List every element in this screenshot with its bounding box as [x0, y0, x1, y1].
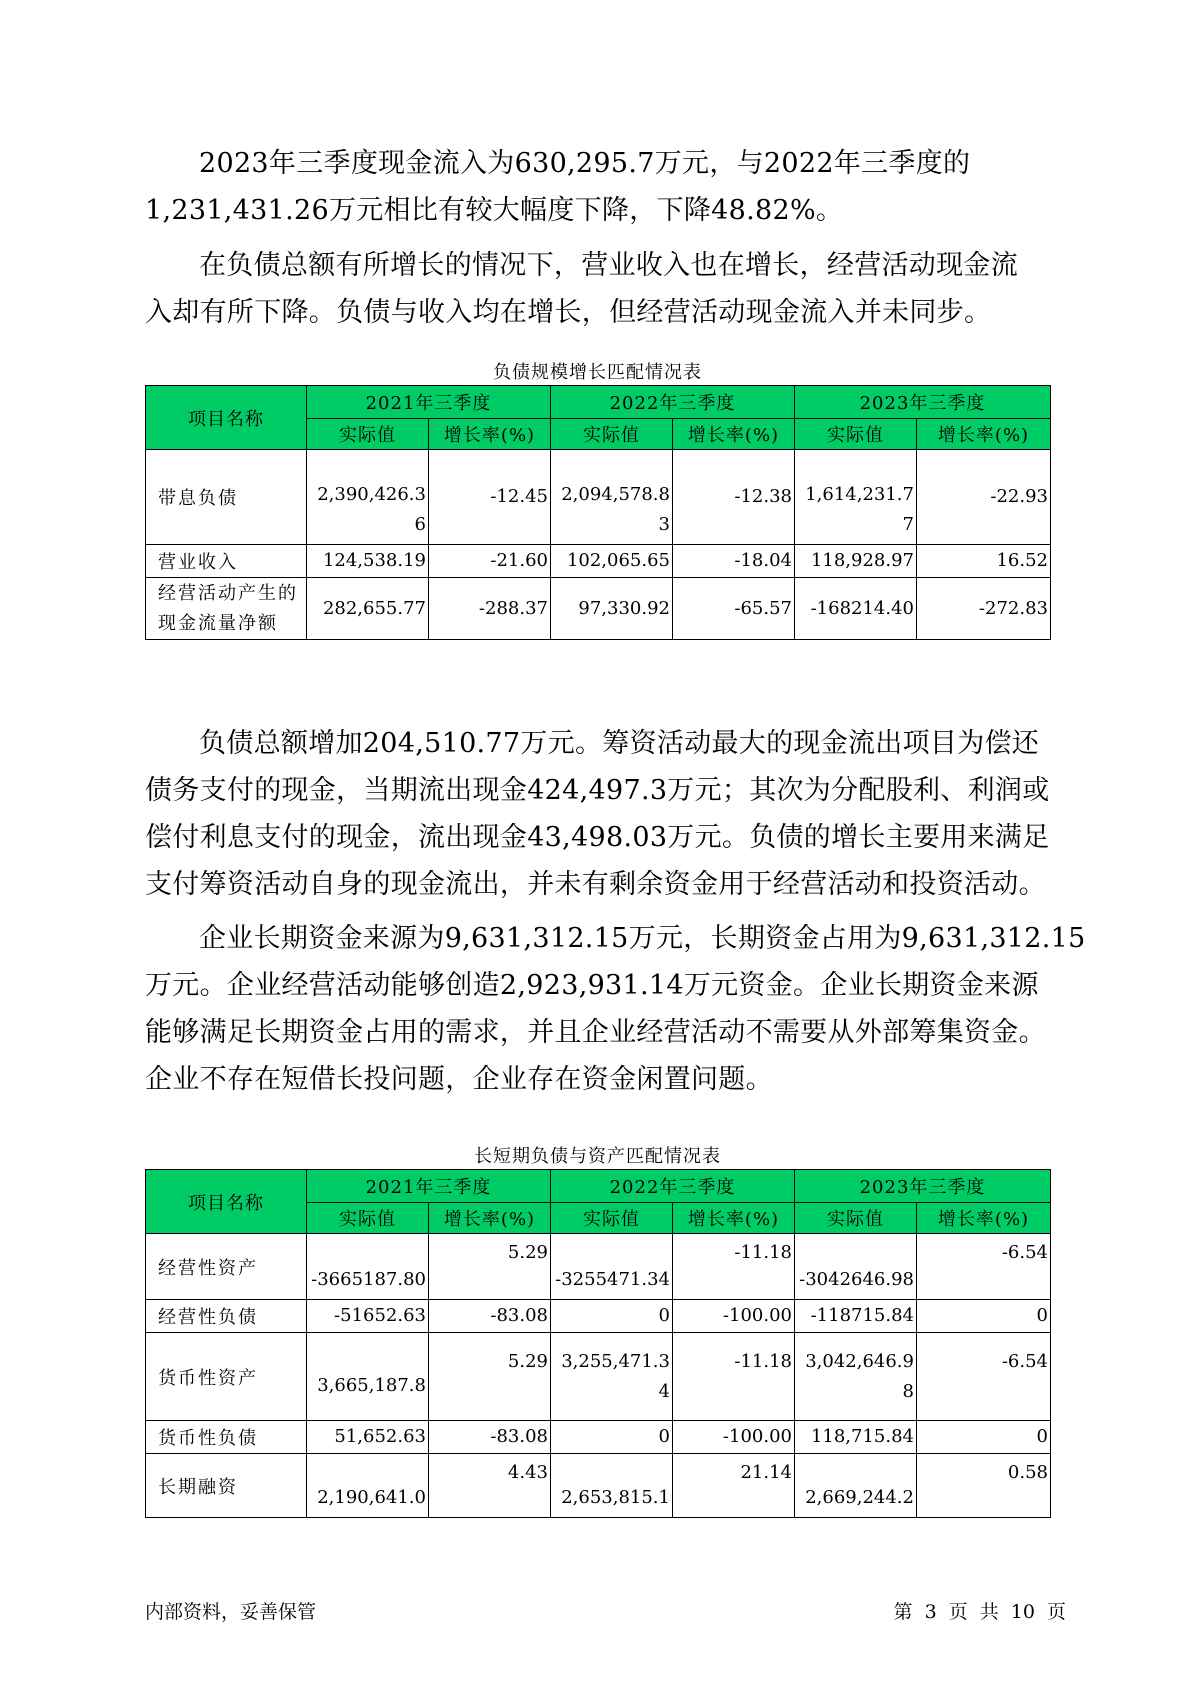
table-cell: 118,928.97 — [795, 545, 917, 578]
row-label: 带息负债 — [146, 450, 307, 545]
table-cell: 0.58 — [917, 1454, 1051, 1518]
table-cell: -272.83 — [917, 578, 1051, 640]
row-label: 货币性负债 — [146, 1421, 307, 1454]
period-header: 2022年三季度 — [551, 386, 795, 419]
paragraph-line: 企业不存在短借长投问题，企业存在资金闲置问题。 — [145, 1064, 773, 1095]
table-cell: -3665187.80 — [307, 1234, 429, 1300]
table-caption: 长短期负债与资产匹配情况表 — [474, 1146, 721, 1167]
actual-value-header: 实际值 — [795, 419, 917, 450]
table-row — [146, 1300, 1051, 1333]
actual-value-header: 实际值 — [551, 1203, 673, 1234]
paragraph-line: 能够满足长期资金占用的需求，并且企业经营活动不需要从外部筹集资金。 — [145, 1017, 1046, 1048]
table-cell: 0 — [917, 1421, 1051, 1454]
table-cell: 0 — [917, 1300, 1051, 1333]
table-cell: -288.37 — [429, 578, 551, 640]
table-row — [146, 1454, 1051, 1518]
table-cell: -11.18 — [673, 1333, 795, 1421]
period-header: 2021年三季度 — [307, 1170, 551, 1203]
table-cell: -168214.40 — [795, 578, 917, 640]
table-caption: 负债规模增长匹配情况表 — [493, 362, 702, 383]
period-header: 2022年三季度 — [551, 1170, 795, 1203]
paragraph-line: 偿付利息支付的现金，流出现金43,498.03万元。负债的增长主要用来满足 — [145, 822, 1050, 853]
table-cell: -12.38 — [673, 450, 795, 545]
row-label: 经营性资产 — [146, 1234, 307, 1300]
paragraph-cash-inflow — [145, 140, 1075, 234]
paragraph-line: 万元。企业经营活动能够创造2,923,931.14万元资金。企业长期资金来源 — [145, 970, 1039, 1001]
paragraph-line: 企业长期资金来源为9,631,312.15万元，长期资金占用为9,631,312.15 — [199, 923, 1086, 954]
paragraph-debt-increase — [145, 720, 1075, 908]
table-cell: 4.43 — [429, 1454, 551, 1518]
table-cell: -83.08 — [429, 1421, 551, 1454]
table-cell: 0 — [551, 1421, 673, 1454]
footer-confidential-note: 内部资料，妥善保管 — [145, 1601, 317, 1623]
paragraph-line: 1,231,431.26万元相比有较大幅度下降，下降48.82%。 — [145, 195, 844, 226]
table-cell: -3255471.34 — [551, 1234, 673, 1300]
table-cell: -51652.63 — [307, 1300, 429, 1333]
table-cell: 124,538.19 — [307, 545, 429, 578]
row-label: 长期融资 — [146, 1454, 307, 1518]
paragraph-debt-income — [145, 242, 1075, 336]
table-row — [146, 450, 1051, 545]
table-cell: -18.04 — [673, 545, 795, 578]
actual-value-header: 实际值 — [307, 1203, 429, 1234]
table-cell: -65.57 — [673, 578, 795, 640]
table-cell: 2,190,641.0 — [307, 1454, 429, 1518]
row-label: 货币性资产 — [146, 1333, 307, 1421]
table-cell: 3,042,646.98 — [795, 1333, 917, 1421]
table-cell: 118,715.84 — [795, 1421, 917, 1454]
table-cell: -12.45 — [429, 450, 551, 545]
table-cell: 2,390,426.36 — [307, 450, 429, 545]
actual-value-header: 实际值 — [551, 419, 673, 450]
paragraph-line: 入却有所下降。负债与收入均在增长，但经营活动现金流入并未同步。 — [145, 297, 992, 328]
table-cell: -83.08 — [429, 1300, 551, 1333]
growth-rate-header: 增长率(%) — [673, 419, 795, 450]
table-cell: 21.14 — [673, 1454, 795, 1518]
table-cell: -3042646.98 — [795, 1234, 917, 1300]
table-cell: -100.00 — [673, 1300, 795, 1333]
period-header: 2021年三季度 — [307, 386, 551, 419]
paragraph-line: 负债总额增加204,510.77万元。筹资活动最大的现金流出项目为偿还 — [199, 728, 1040, 759]
row-label: 经营活动产生的现金流量净额 — [146, 578, 307, 640]
growth-rate-header: 增长率(%) — [673, 1203, 795, 1234]
growth-rate-header: 增长率(%) — [429, 419, 551, 450]
table-cell: -11.18 — [673, 1234, 795, 1300]
table-cell: 5.29 — [429, 1333, 551, 1421]
table-cell: -6.54 — [917, 1234, 1051, 1300]
item-name-header: 项目名称 — [146, 1170, 307, 1234]
page-number: 第 3 页 共 10 页 — [893, 1601, 1066, 1623]
item-name-header: 项目名称 — [146, 386, 307, 450]
table-cell: 97,330.92 — [551, 578, 673, 640]
table-cell: -22.93 — [917, 450, 1051, 545]
row-label: 经营性负债 — [146, 1300, 307, 1333]
period-header: 2023年三季度 — [795, 1170, 1051, 1203]
table-cell: 0 — [551, 1300, 673, 1333]
debt-asset-match-table — [145, 1169, 1051, 1518]
paragraph-long-term-funds — [145, 915, 1086, 1103]
table-cell: 3,665,187.8 — [307, 1333, 429, 1421]
table-row — [146, 578, 1051, 640]
table-cell: 2,653,815.1 — [551, 1454, 673, 1518]
table-cell: 282,655.77 — [307, 578, 429, 640]
actual-value-header: 实际值 — [795, 1203, 917, 1234]
table-cell: 2,669,244.2 — [795, 1454, 917, 1518]
table-row — [146, 1333, 1051, 1421]
table-cell: -118715.84 — [795, 1300, 917, 1333]
table-cell: -21.60 — [429, 545, 551, 578]
paragraph-line: 支付筹资活动自身的现金流出，并未有剩余资金用于经营活动和投资活动。 — [145, 869, 1046, 900]
actual-value-header: 实际值 — [307, 419, 429, 450]
table-row — [146, 1234, 1051, 1300]
paragraph-line: 在负债总额有所增长的情况下，营业收入也在增长，经营活动现金流 — [199, 250, 1018, 281]
table-row — [146, 1421, 1051, 1454]
table-row — [146, 545, 1051, 578]
table-cell: 5.29 — [429, 1234, 551, 1300]
table-cell: -6.54 — [917, 1333, 1051, 1421]
growth-rate-header: 增长率(%) — [917, 1203, 1051, 1234]
growth-rate-header: 增长率(%) — [917, 419, 1051, 450]
table-cell: -100.00 — [673, 1421, 795, 1454]
period-header: 2023年三季度 — [795, 386, 1051, 419]
table-cell: 16.52 — [917, 545, 1051, 578]
table-cell: 2,094,578.83 — [551, 450, 673, 545]
table-cell: 1,614,231.77 — [795, 450, 917, 545]
table-cell: 102,065.65 — [551, 545, 673, 578]
paragraph-line: 债务支付的现金，当期流出现金424,497.3万元；其次为分配股利、利润或 — [145, 775, 1050, 806]
debt-growth-table — [145, 385, 1051, 640]
table-cell: 3,255,471.34 — [551, 1333, 673, 1421]
row-label: 营业收入 — [146, 545, 307, 578]
growth-rate-header: 增长率(%) — [429, 1203, 551, 1234]
table-cell: 51,652.63 — [307, 1421, 429, 1454]
paragraph-line: 2023年三季度现金流入为630,295.7万元，与2022年三季度的 — [199, 148, 971, 179]
